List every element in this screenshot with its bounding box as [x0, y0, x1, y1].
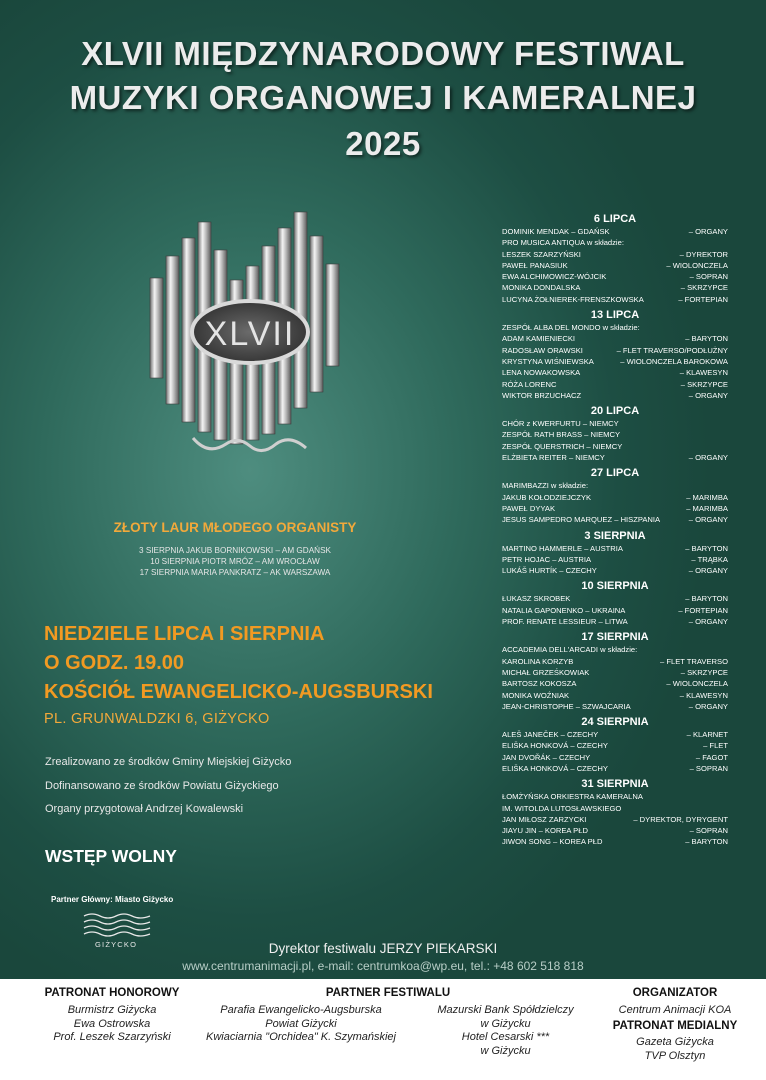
- performer-role: – WIOLONCZELA: [666, 679, 728, 689]
- program-performer-row: [502, 616, 728, 627]
- performer-name: ZESPÓŁ ALBA DEL MONDO w składzie:: [502, 323, 640, 333]
- performer-name: JEAN-CHRISTOPHE – SZWAJCARIA: [502, 701, 631, 711]
- title-line-1: XLVII MIĘDZYNARODOWY FESTIWAL: [81, 35, 685, 72]
- performer-name: KRYSTYNA WIŚNIEWSKA: [502, 356, 594, 366]
- gizycko-logo-text: GIŻYCKO: [95, 940, 138, 949]
- organ-pipes-logo: [138, 208, 363, 466]
- festival-partner: Powiat Giżycki: [265, 1017, 337, 1030]
- media-patron: TVP Olsztyn: [644, 1049, 706, 1062]
- performer-name: ZESPÓŁ QUERSTRICH – NIEMCY: [502, 441, 623, 451]
- performer-role: – BARYTON: [685, 837, 728, 847]
- performer-name: PETR HOJAC – AUSTRIA: [502, 554, 592, 564]
- performer-name: CHÓR z KWERFURTU – NIEMCY: [502, 419, 619, 429]
- performer-name: MICHAŁ GRZEŚKOWIAK: [502, 667, 590, 677]
- program-date: 27 LIPCA: [590, 467, 640, 480]
- program-performer-row: [502, 503, 728, 514]
- performer-name: JAKUB KOŁODZIEJCZYK: [502, 492, 592, 502]
- program-day: [502, 631, 728, 712]
- program-performer-row: [502, 260, 728, 271]
- program-performer-row: [502, 480, 728, 491]
- program-performer-row: [502, 667, 728, 678]
- festival-partner: Parafia Ewangelicko-Augsburska: [220, 1004, 382, 1016]
- program-performer-row: [502, 514, 728, 525]
- performer-name: ADAM KAMIENIECKI: [502, 334, 575, 344]
- program-day: [502, 405, 728, 463]
- performer-role: – BARYTON: [685, 594, 728, 604]
- program-performer-row: [502, 763, 728, 774]
- program-performer-row: [502, 554, 728, 565]
- title-line-2: MUZYKI ORGANOWEJ I KAMERALNEJ: [69, 79, 697, 116]
- program-performer-row: [502, 814, 728, 825]
- program-date: 17 SIERPNIA: [581, 631, 649, 644]
- program-performer-row: [502, 367, 728, 378]
- program-performer-row: [502, 565, 728, 576]
- performer-name: RÓŻA LORENC: [502, 379, 557, 389]
- performer-name: EWA ALCHIMOWICZ-WÓJCIK: [502, 272, 607, 282]
- program-day: [502, 580, 728, 627]
- performer-role: – BARYTON: [685, 334, 728, 344]
- performer-role: – WIOLONCZELA: [666, 260, 728, 270]
- program-performer-row: [502, 390, 728, 401]
- media-patron: Gazeta Giżycka: [636, 1036, 714, 1048]
- performer-name: JESUS SAMPEDRO MARQUEZ – HISZPANIA: [502, 515, 661, 525]
- honorary-patron: Burmistrz Giżycka: [67, 1004, 157, 1016]
- festival-partner: Hotel Cesarski ***: [461, 1031, 550, 1043]
- performer-name: NATALIA GAPONENKO – UKRAINA: [502, 605, 626, 615]
- program-date: 3 SIERPNIA: [584, 529, 646, 542]
- performer-name: ZESPÓŁ RATH BRASS – NIEMCY: [502, 430, 621, 440]
- performer-name: JAN DVOŘÁK – CZECHY: [502, 752, 591, 762]
- program-performer-row: [502, 282, 728, 293]
- performer-name: ALEŠ JANEČEK – CZECHY: [502, 730, 599, 740]
- performer-name: ŁUKASZ SKROBEK: [502, 594, 571, 604]
- performer-role: – SKRZYPCE: [680, 283, 728, 293]
- performer-name: PROF. RENATE LESSIEUR – LITWA: [502, 617, 628, 627]
- program-date: 31 SIERPNIA: [581, 778, 649, 791]
- free-entry: WSTĘP WOLNY: [45, 846, 177, 866]
- performer-name: ELIŠKA HONKOVÁ – CZECHY: [502, 763, 608, 773]
- program-date: 10 SIERPNIA: [581, 580, 649, 593]
- program-performer-row: [502, 356, 728, 367]
- organizer-name: Centrum Animacji KOA: [618, 1004, 732, 1016]
- performer-role: – DYREKTOR, DYRYGENT: [633, 814, 728, 824]
- honorary-patron: Prof. Leszek Szarzyński: [53, 1031, 171, 1043]
- performer-name: MONIKA WOŹNIAK: [502, 690, 570, 700]
- performer-role: – FLET: [703, 741, 728, 751]
- performer-name: LESZEK SZARZYŃSKI: [502, 249, 581, 259]
- performer-role: – ORGANY: [688, 701, 728, 711]
- performer-role: – FLET TRAVERSO: [660, 656, 728, 666]
- honorary-patron: Ewa Ostrowska: [73, 1017, 151, 1030]
- performer-name: RADOSŁAW ORAWSKI: [502, 345, 583, 355]
- performer-role: – SOPRAN: [689, 272, 728, 282]
- performer-role: – ORGANY: [688, 515, 728, 525]
- program-day: [502, 467, 728, 525]
- performer-name: JIAYU JIN – KOREA PŁD: [502, 826, 588, 836]
- program-performer-row: [502, 729, 728, 740]
- performer-name: PAWEŁ PANASIUK: [502, 260, 568, 270]
- performer-role: – ORGANY: [688, 227, 728, 236]
- performer-name: ELIŠKA HONKOVÁ – CZECHY: [502, 741, 608, 751]
- performer-role: – FLET TRAVERSO/PODŁUŻNY: [616, 345, 728, 355]
- program-day: [502, 716, 728, 774]
- schedule-days: NIEDZIELE LIPCA I SIERPNIA: [44, 623, 325, 645]
- performer-role: – KLAWESYN: [679, 368, 728, 378]
- program-performer-row: [502, 492, 728, 503]
- laur-title: ZŁOTY LAUR MŁODEGO ORGANISTY: [113, 520, 357, 535]
- performer-name: ŁOMŻYŃSKA ORKIESTRA KAMERALNA: [502, 792, 643, 802]
- performer-role: – ORGANY: [688, 566, 728, 576]
- venue-name: KOŚCIÓŁ EWANGELICKO-AUGSBURSKI: [44, 681, 433, 703]
- performer-role: – MARIMBA: [686, 503, 728, 513]
- program-performer-row: [502, 249, 728, 260]
- program-date: 24 SIERPNIA: [581, 716, 649, 729]
- program-performer-row: [502, 441, 728, 452]
- program-date: 20 LIPCA: [590, 405, 640, 418]
- performer-role: – MARIMBA: [686, 492, 728, 502]
- laur-line: 17 SIERPNIA MARIA PANKRATZ – AK WARSZAWA: [139, 568, 331, 577]
- program-date: 6 LIPCA: [593, 213, 637, 225]
- program-performer-row: [502, 543, 728, 554]
- program-performer-row: [502, 226, 728, 237]
- performer-name: LUCYNA ŻOŁNIEREK-FRENSZKOWSKA: [502, 294, 644, 304]
- performer-role: – TRĄBKA: [691, 554, 728, 564]
- program-performer-row: [502, 740, 728, 751]
- program-day: [502, 778, 728, 847]
- program-day: [502, 530, 728, 577]
- program-performer-row: [502, 803, 728, 814]
- logo-text: XLVII: [204, 315, 296, 353]
- concert-program: [502, 210, 728, 852]
- media-patronage-title: PATRONAT MEDIALNY: [612, 1020, 738, 1032]
- program-day: [502, 213, 728, 305]
- performer-role: – SKRZYPCE: [680, 667, 728, 677]
- program-performer-row: [502, 752, 728, 763]
- contact-info: www.centrumanimacji.pl, e-mail: centrumkoa@wp.eu, tel.: +48 602 518 818: [182, 959, 584, 973]
- performer-name: LUKÁŠ HURTÍK – CZECHY: [502, 566, 597, 576]
- gizycko-logo-icon: [82, 910, 152, 940]
- program-date: 13 LIPCA: [590, 309, 640, 322]
- laur-line: 3 SIERPNIA JAKUB BORNIKOWSKI – AM GDAŃSK: [138, 546, 331, 555]
- performer-role: – SOPRAN: [689, 826, 728, 836]
- footer-sponsors: [0, 979, 766, 1080]
- performer-name: KAROLINA KORZYB: [502, 656, 574, 666]
- program-performer-row: [502, 418, 728, 429]
- performer-role: – ORGANY: [688, 617, 728, 627]
- program-performer-row: [502, 379, 728, 390]
- program-performer-row: [502, 791, 728, 802]
- program-day: [502, 309, 728, 401]
- title-year: 2025: [345, 125, 421, 162]
- performer-name: JAN MIŁOSZ ZARZYCKI: [502, 814, 587, 824]
- performer-role: – DYREKTOR: [679, 249, 728, 259]
- program-performer-row: [502, 237, 728, 248]
- performer-name: PAWEŁ DYYAK: [502, 503, 556, 513]
- program-performer-row: [502, 593, 728, 604]
- honorary-patronage-title: PATRONAT HONOROWY: [44, 987, 180, 999]
- performer-role: – SOPRAN: [689, 763, 728, 773]
- program-performer-row: [502, 294, 728, 305]
- funding-line: Zrealizowano ze środków Gminy Miejskiej Giżycko: [45, 756, 292, 768]
- program-performer-row: [502, 345, 728, 356]
- performer-name: LENA NOWAKOWSKA: [502, 368, 581, 378]
- venue-address: PL. GRUNWALDZKI 6, GIŻYCKO: [44, 711, 270, 727]
- program-performer-row: [502, 825, 728, 836]
- funding-line: Organy przygotował Andrzej Kowalewski: [45, 803, 244, 815]
- performer-role: – FORTEPIAN: [678, 605, 728, 615]
- program-performer-row: [502, 836, 728, 847]
- funding-line: Dofinansowano ze środków Powiatu Giżyckiego: [45, 780, 279, 792]
- program-performer-row: [502, 452, 728, 463]
- performer-name: ELŻBIETA REITER – NIEMCY: [502, 453, 605, 463]
- performer-name: PRO MUSICA ANTIQUA w składzie:: [502, 238, 624, 248]
- performer-name: ACCADEMIA DELL'ARCADI w składzie:: [502, 645, 638, 655]
- schedule-time: O GODZ. 19.00: [44, 652, 185, 674]
- festival-partner: w Giżycku: [480, 1044, 531, 1057]
- festival-partner: Kwiaciarnia "Orchidea" K. Szymańskiej: [206, 1031, 396, 1043]
- program-performer-row: [502, 271, 728, 282]
- festival-director: Dyrektor festiwalu JERZY PIEKARSKI: [268, 941, 498, 956]
- performer-role: – WIOLONCZELA BAROKOWA: [620, 356, 728, 366]
- program-performer-row: [502, 333, 728, 344]
- performer-name: MARTINO HAMMERLE – AUSTRIA: [502, 543, 623, 553]
- performer-name: DOMINIK MENDAK – GDAŃSK: [502, 227, 610, 236]
- laur-line: 10 SIERPNIA PIOTR MRÓZ – AM WROCŁAW: [150, 557, 320, 566]
- festival-partner: w Giżycku: [480, 1017, 531, 1030]
- festival-partner: Mazurski Bank Spółdzielczy: [437, 1004, 574, 1016]
- performer-role: – FAGOT: [695, 752, 728, 762]
- performer-role: – FORTEPIAN: [678, 294, 728, 304]
- performer-name: MONIKA DONDALSKA: [502, 283, 581, 293]
- main-partner: Partner Główny: Miasto Giżycko: [51, 895, 174, 904]
- festival-partner-title: PARTNER FESTIWALU: [325, 987, 451, 999]
- performer-name: JIWON SONG – KOREA PŁD: [502, 837, 603, 847]
- program-performer-row: [502, 678, 728, 689]
- performer-role: – SKRZYPCE: [680, 379, 728, 389]
- performer-name: BARTOSZ KOKOSZA: [502, 679, 577, 689]
- program-performer-row: [502, 605, 728, 616]
- program-performer-row: [502, 701, 728, 712]
- program-performer-row: [502, 656, 728, 667]
- performer-name: MARIMBAZZI w składzie:: [502, 481, 589, 491]
- performer-role: – ORGANY: [688, 390, 728, 400]
- program-performer-row: [502, 322, 728, 333]
- performer-role: – ORGANY: [688, 453, 728, 463]
- program-performer-row: [502, 429, 728, 440]
- program-performer-row: [502, 644, 728, 655]
- performer-role: – KLARNET: [686, 730, 728, 740]
- performer-name: WIKTOR BRZUCHACZ: [502, 390, 582, 400]
- organizer-title: ORGANIZATOR: [632, 987, 718, 999]
- program-performer-row: [502, 690, 728, 701]
- performer-role: – BARYTON: [685, 543, 728, 553]
- performer-name: IM. WITOLDA LUTOSŁAWSKIEGO: [502, 803, 622, 813]
- performer-role: – KLAWESYN: [679, 690, 728, 700]
